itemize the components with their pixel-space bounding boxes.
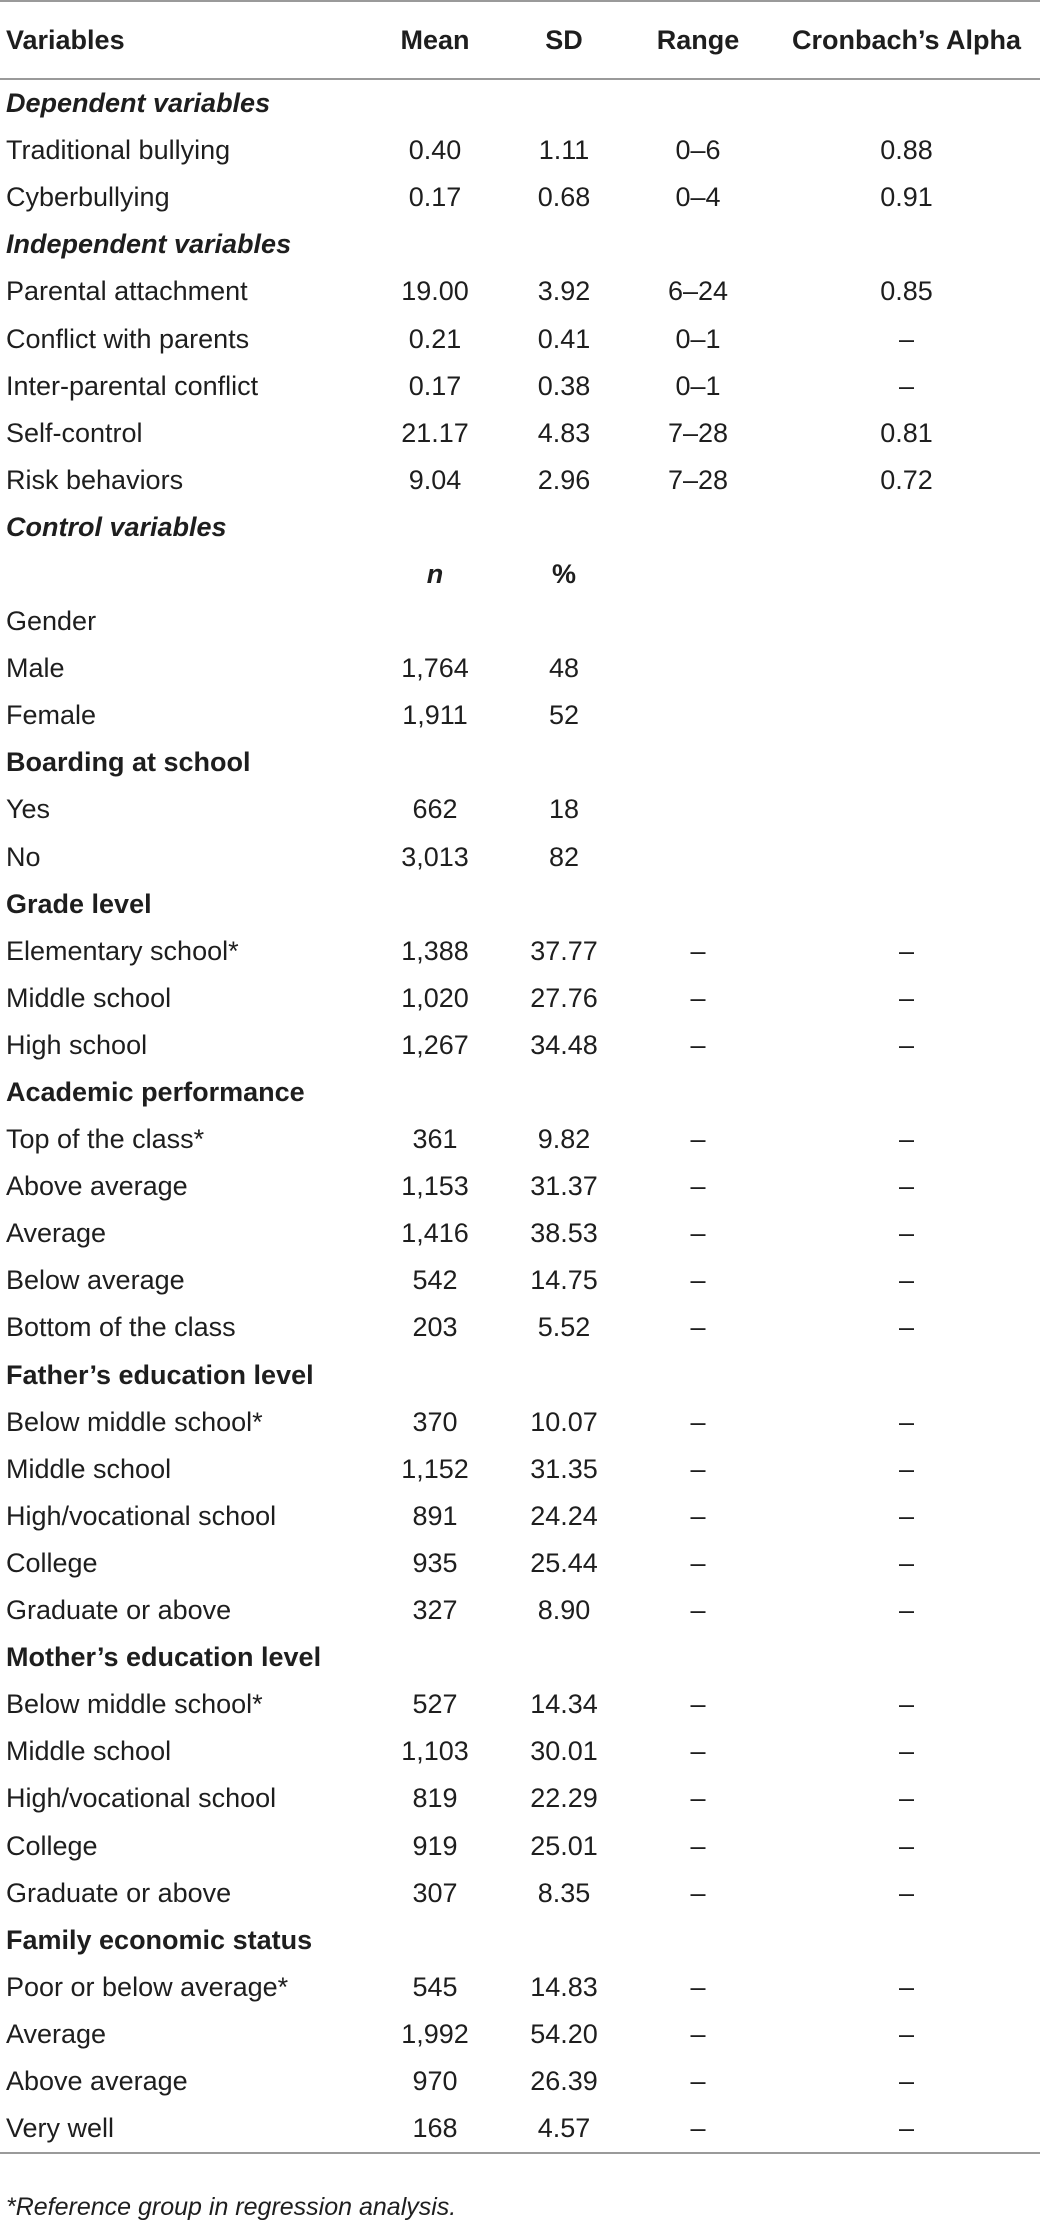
range-cell: –: [690, 1218, 706, 1249]
range-cell: –: [690, 1783, 706, 1814]
alpha-cell: –: [898, 2065, 915, 2096]
mean-or-n-cell: 1,267: [401, 1029, 469, 1060]
range-cell: 7–28: [667, 464, 729, 495]
sd-or-percent-cell: 27.76: [530, 982, 598, 1013]
row-label-cell: Risk behaviors: [6, 464, 184, 495]
range-cell: [623, 786, 773, 833]
mean-or-n-cell: 1,152: [401, 1453, 469, 1484]
row-label-cell: Inter-parental conflict: [6, 370, 259, 401]
mean-or-n-cell: 935: [412, 1547, 458, 1578]
mean-or-n-cell: 1,911: [402, 700, 468, 731]
alpha-cell: [773, 834, 1040, 881]
sd-or-percent-cell: 9.82: [537, 1124, 591, 1155]
row-label-cell: Traditional bullying: [6, 135, 231, 166]
header-variables: Variables: [0, 1, 365, 79]
group-heading: Boarding at school: [6, 747, 251, 778]
mean-or-n-cell: 327: [412, 1595, 458, 1626]
table-row: [0, 1304, 1040, 1351]
alpha-cell: –: [898, 1877, 915, 1908]
sd-or-percent-cell: 0.68: [537, 182, 591, 213]
mean-or-n-cell: 307: [412, 1877, 458, 1908]
section-heading-row: [0, 504, 1040, 551]
alpha-cell: –: [898, 1689, 915, 1720]
table-row: [0, 2011, 1040, 2058]
range-cell: –: [690, 1406, 706, 1437]
alpha-cell: –: [898, 370, 915, 401]
sd-or-percent-cell: 14.34: [530, 1689, 598, 1720]
mean-or-n-cell: 545: [412, 1971, 458, 2002]
alpha-cell: [773, 786, 1040, 833]
row-label-cell: Middle school: [6, 982, 172, 1013]
sd-or-percent-cell: 0.38: [537, 370, 591, 401]
sd-or-percent-cell: 48: [548, 653, 580, 684]
row-label-cell: Below middle school*: [6, 1689, 263, 1720]
sd-or-percent-cell: 8.90: [537, 1595, 591, 1626]
alpha-cell: –: [898, 1029, 915, 1060]
table-row: [0, 1257, 1040, 1304]
range-cell: –: [690, 1171, 706, 1202]
table-row: [0, 1870, 1040, 1917]
table-row: [0, 2058, 1040, 2105]
mean-or-n-cell: 168: [365, 2105, 505, 2153]
sd-or-percent-cell: [505, 598, 623, 645]
range-cell: –: [690, 1265, 706, 1296]
group-heading: Grade level: [6, 888, 152, 919]
row-label-cell: Poor or below average*: [6, 1971, 289, 2002]
alpha-cell: 0.81: [880, 417, 933, 448]
sd-or-percent-cell: 38.53: [530, 1218, 598, 1249]
mean-or-n-cell: 919: [412, 1830, 458, 1861]
alpha-cell: –: [898, 1595, 915, 1626]
alpha-cell: –: [898, 1547, 915, 1578]
group-heading-row: [0, 1352, 1040, 1399]
row-label-cell: College: [6, 1830, 98, 1861]
mean-or-n-cell: 1,992: [401, 2018, 469, 2049]
row-label-cell: High school: [6, 1029, 148, 1060]
mean-or-n-cell: 1,020: [401, 982, 469, 1013]
row-label-cell: College: [6, 1547, 98, 1578]
range-cell: 0–4: [675, 182, 721, 213]
section-heading: Independent variables: [6, 229, 292, 260]
table-row: [0, 1446, 1040, 1493]
alpha-cell: [773, 645, 1040, 692]
row-label-cell: Below middle school*: [6, 1406, 263, 1437]
table-row: [0, 975, 1040, 1022]
mean-or-n-cell: 1,103: [401, 1736, 469, 1767]
table-row: [0, 315, 1040, 362]
alpha-cell: –: [773, 2105, 1040, 2153]
mean-or-n-cell: 1,764: [401, 653, 469, 684]
sd-or-percent-cell: 1.11: [538, 135, 590, 166]
alpha-cell: [773, 692, 1040, 739]
sd-or-percent-cell: 8.35: [537, 1877, 591, 1908]
range-cell: 7–28: [667, 417, 729, 448]
alpha-cell: –: [898, 1171, 915, 1202]
range-cell: –: [690, 1453, 706, 1484]
mean-or-n-cell: 970: [412, 2065, 458, 2096]
row-label-cell: Below average: [6, 1265, 185, 1296]
mean-or-n-cell: 527: [412, 1689, 458, 1720]
sd-or-percent-cell: 34.48: [530, 1029, 598, 1060]
row-label-cell: Graduate or above: [6, 1595, 232, 1626]
range-cell: –: [690, 2018, 706, 2049]
sd-or-percent-cell: 31.37: [530, 1171, 598, 1202]
group-heading-row: [0, 881, 1040, 928]
alpha-cell: –: [898, 1312, 915, 1343]
row-label-cell: Yes: [6, 794, 51, 825]
sd-or-percent-cell: 4.83: [537, 417, 591, 448]
row-label-cell: High/vocational school: [6, 1783, 277, 1814]
sd-or-percent-cell: 82: [548, 841, 580, 872]
alpha-cell: –: [898, 1736, 915, 1767]
range-cell: –: [690, 1877, 706, 1908]
range-cell: 0–1: [675, 370, 721, 401]
table-row: [0, 645, 1040, 692]
range-cell: –: [690, 1500, 706, 1531]
range-cell: –: [690, 982, 706, 1013]
mean-or-n-cell: 21.17: [401, 417, 469, 448]
mean-or-n-cell: 19.00: [401, 276, 469, 307]
sd-or-percent-cell: 37.77: [530, 935, 598, 966]
table-row: [0, 1775, 1040, 1822]
sd-or-percent-cell: 2.96: [537, 464, 591, 495]
table-row: [0, 268, 1040, 315]
mean-or-n-cell: 361: [412, 1124, 458, 1155]
row-label-cell: Female: [6, 700, 97, 731]
sd-or-percent-cell: 3.92: [537, 276, 591, 307]
table-row: [0, 1728, 1040, 1775]
alpha-cell: –: [898, 1971, 915, 2002]
sd-or-percent-cell: 25.44: [530, 1547, 598, 1578]
header-cronbach-alpha: Cronbach’s Alpha: [773, 1, 1040, 79]
header-mean: Mean: [365, 1, 505, 79]
alpha-cell: –: [898, 323, 915, 354]
section-heading-row: [0, 221, 1040, 268]
alpha-cell: –: [898, 1406, 915, 1437]
range-cell: –: [690, 1689, 706, 1720]
alpha-cell: 0.72: [880, 464, 933, 495]
table-row: [0, 1587, 1040, 1634]
table-row: [0, 598, 1040, 645]
row-label-cell: Above average: [6, 2065, 188, 2096]
range-cell: –: [690, 935, 706, 966]
mean-or-n-cell: 1,416: [401, 1218, 469, 1249]
sd-or-percent-cell: 52: [548, 700, 580, 731]
sd-or-percent-cell: 18: [548, 794, 580, 825]
mean-or-n-cell: 542: [412, 1265, 458, 1296]
alpha-cell: –: [898, 1265, 915, 1296]
sd-or-percent-cell: 10.07: [530, 1406, 598, 1437]
table-row: [0, 1822, 1040, 1869]
table-row: [0, 2105, 1040, 2153]
range-cell: 6–24: [667, 276, 729, 307]
alpha-cell: –: [898, 1783, 915, 1814]
mean-or-n-cell: 3,013: [401, 841, 469, 872]
alpha-cell: 0.91: [880, 182, 933, 213]
group-heading: Academic performance: [6, 1077, 305, 1108]
table-body: [0, 79, 1040, 2153]
table-row: [0, 1210, 1040, 1257]
alpha-cell: –: [898, 1830, 915, 1861]
row-label-cell: [0, 551, 365, 598]
mean-or-n-cell: 9.04: [408, 464, 462, 495]
alpha-cell: –: [898, 1500, 915, 1531]
range-cell: [623, 551, 773, 598]
range-cell: [623, 692, 773, 739]
row-label-cell: Above average: [6, 1171, 188, 1202]
sd-or-percent-cell: 26.39: [530, 2065, 598, 2096]
table-row: [0, 1163, 1040, 1210]
group-heading: Father’s education level: [6, 1359, 314, 1390]
table-row: [0, 1964, 1040, 2011]
sd-or-percent-cell: 54.20: [530, 2018, 598, 2049]
alpha-cell: [773, 551, 1040, 598]
section-heading: Control variables: [6, 511, 227, 542]
table-footnote: *Reference group in regression analysis.: [6, 2193, 457, 2221]
range-cell: –: [690, 1830, 706, 1861]
alpha-cell: 0.85: [880, 276, 933, 307]
mean-or-n-cell: 370: [412, 1406, 458, 1437]
row-label-cell: Elementary school*: [6, 935, 239, 966]
mean-or-n-cell: 1,388: [401, 935, 469, 966]
group-heading-row: [0, 1634, 1040, 1681]
range-cell: 0–1: [675, 323, 721, 354]
table-header: [0, 1, 1040, 79]
mean-or-n-cell: 819: [412, 1783, 458, 1814]
alpha-cell: –: [898, 1453, 915, 1484]
table-row: [0, 127, 1040, 174]
mean-or-n-cell: 0.17: [408, 182, 462, 213]
row-label-cell: Self-control: [6, 417, 143, 448]
row-label-cell: Graduate or above: [6, 1877, 232, 1908]
range-cell: –: [690, 1124, 706, 1155]
header-range: Range: [623, 1, 773, 79]
range-cell: –: [690, 1029, 706, 1060]
row-label-cell: Average: [6, 2018, 107, 2049]
sd-or-percent-cell: 31.35: [530, 1453, 598, 1484]
table-row: [0, 457, 1040, 504]
row-label-cell: Cyberbullying: [6, 182, 170, 213]
table-row: [0, 928, 1040, 975]
range-cell: –: [690, 1736, 706, 1767]
mean-or-n-cell: 891: [412, 1500, 458, 1531]
mean-or-n-cell: 662: [412, 794, 458, 825]
subheader-row: [0, 551, 1040, 598]
table-row: [0, 174, 1040, 221]
table-row: [0, 1493, 1040, 1540]
table-row: [0, 834, 1040, 881]
group-heading-row: [0, 739, 1040, 786]
range-cell: [623, 834, 773, 881]
range-cell: 0–6: [675, 135, 721, 166]
range-cell: –: [690, 1595, 706, 1626]
alpha-cell: –: [898, 1218, 915, 1249]
section-heading-row: [0, 79, 1040, 127]
mean-or-n-cell: 203: [412, 1312, 458, 1343]
row-label-cell: Very well: [0, 2105, 365, 2153]
row-label-cell: Bottom of the class: [6, 1312, 236, 1343]
sd-or-percent-cell: 22.29: [530, 1783, 598, 1814]
group-heading: Family economic status: [6, 1924, 313, 1955]
row-label-cell: Average: [6, 1218, 107, 1249]
row-label-cell: Top of the class*: [6, 1124, 205, 1155]
header-row: [0, 1, 1040, 79]
table-row: [0, 786, 1040, 833]
row-label-cell: Middle school: [6, 1453, 172, 1484]
sd-or-percent-cell: 5.52: [537, 1312, 591, 1343]
row-label-cell: Gender: [6, 606, 97, 637]
row-label-cell: No: [6, 841, 41, 872]
mean-or-n-cell: [365, 598, 505, 645]
sd-or-percent-cell: 30.01: [530, 1736, 598, 1767]
range-cell: –: [690, 1312, 706, 1343]
group-heading-row: [0, 1069, 1040, 1116]
mean-or-n-cell: 0.40: [408, 135, 462, 166]
sd-or-percent-cell: %: [551, 558, 576, 589]
row-label-cell: Middle school: [6, 1736, 172, 1767]
range-cell: [623, 645, 773, 692]
group-heading-row: [0, 1917, 1040, 1964]
range-cell: –: [690, 2065, 706, 2096]
table-row: [0, 1022, 1040, 1069]
table-row: [0, 1399, 1040, 1446]
range-cell: –: [623, 2105, 773, 2153]
row-label-cell: High/vocational school: [6, 1500, 277, 1531]
table-row: [0, 363, 1040, 410]
row-label-cell: Male: [6, 653, 65, 684]
group-heading: Mother’s education level: [6, 1642, 322, 1673]
table-row: [0, 1540, 1040, 1587]
sd-or-percent-cell: 0.41: [537, 323, 591, 354]
header-sd: SD: [505, 1, 623, 79]
section-heading: Dependent variables: [6, 88, 271, 119]
range-cell: –: [690, 1547, 706, 1578]
alpha-cell: –: [898, 1124, 915, 1155]
table-row: [0, 1681, 1040, 1728]
range-cell: –: [690, 1971, 706, 2002]
row-label-cell: Parental attachment: [6, 276, 248, 307]
mean-or-n-cell: 0.17: [408, 370, 462, 401]
mean-or-n-cell: n: [426, 558, 444, 589]
alpha-cell: –: [898, 935, 915, 966]
sd-or-percent-cell: 25.01: [530, 1830, 598, 1861]
table-row: [0, 410, 1040, 457]
alpha-cell: 0.88: [880, 135, 933, 166]
sd-or-percent-cell: 4.57: [505, 2105, 623, 2153]
table-row: [0, 1116, 1040, 1163]
alpha-cell: –: [898, 2018, 915, 2049]
mean-or-n-cell: 1,153: [401, 1171, 469, 1202]
range-cell: [623, 598, 773, 645]
alpha-cell: [773, 598, 1040, 645]
sd-or-percent-cell: 14.83: [530, 1971, 598, 2002]
table-row: [0, 692, 1040, 739]
sd-or-percent-cell: 24.24: [530, 1500, 598, 1531]
row-label-cell: Conflict with parents: [6, 323, 250, 354]
alpha-cell: –: [898, 982, 915, 1013]
mean-or-n-cell: 0.21: [408, 323, 462, 354]
sd-or-percent-cell: 14.75: [530, 1265, 598, 1296]
